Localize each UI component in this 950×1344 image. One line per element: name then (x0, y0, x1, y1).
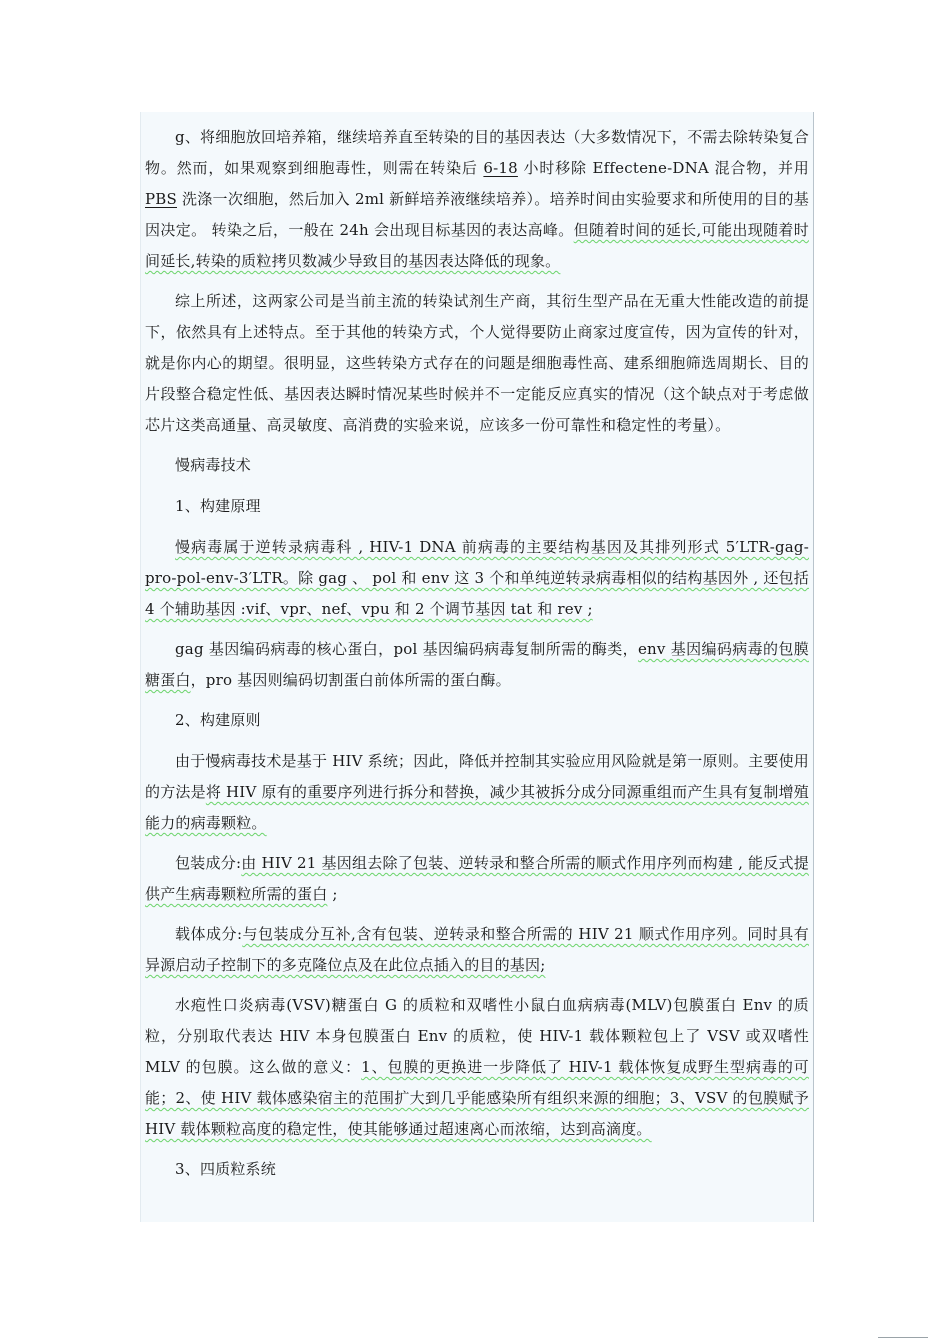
section-heading (145, 1154, 809, 1185)
paragraph (145, 746, 809, 839)
paragraph (145, 990, 809, 1145)
text-run: 2、构建原则 (175, 711, 261, 729)
text-run: 由于慢病毒技术是基于 HIV 系统；因此，降低并控制其实验应用风险就是第一原则。主要使用的方法是 (145, 752, 809, 801)
highlighted-text: 由 HIV 21 基因组去除了包装、逆转录和整合所需的顺式作用序列而构建 , 能反式提供产生病毒颗粒所需的蛋白 (145, 854, 809, 903)
section-heading (145, 450, 809, 481)
underlined-text: 6-18 (483, 159, 518, 177)
highlighted-text: 将 HIV 原有的重要序列进行拆分和替换，减少其被拆分成分同源重组而产生具有复制增殖能力的病毒颗粒。 (145, 783, 809, 832)
text-run: 3、四质粒系统 (175, 1160, 276, 1178)
footer-rule (878, 1337, 928, 1338)
highlighted-text: 但随着时间的延长,可能出现随着时间延长,转染的质粒拷贝数减少导致目的基因表达降低的现象。 (145, 221, 809, 270)
highlighted-text: 与包装成分互补,含有包装、逆转录和整合所需的 HIV 21 顺式作用序列。同时具有异源启动子控制下的多克隆位点及在此位点插入的目的基因; (145, 925, 809, 974)
paragraph (145, 532, 809, 625)
text-run: 综上所述，这两家公司是当前主流的转染试剂生产商，其衍生型产品在无重大性能改造的前提下，依然具有上述特点。至于其他的转染方式，个人觉得要防止商家过度宣传，因为宣传的针对，就是你内心的期望。很明显，这些转染方式存在的问题是细胞毒性高、建系细胞筛选周期长、目的片段整合稳定性低、基因表达瞬时情况某些时候并不一定能反应真实的情况（这个缺点对于考虑做芯片这类高通量、高灵敏度、高消费的实验来说，应该多一份可靠性和稳定性的考量）。 (145, 292, 809, 434)
text-run: ，pro 基因则编码切割蛋白前体所需的蛋白酶。 (190, 671, 511, 689)
section-heading (145, 705, 809, 736)
paragraph (145, 919, 809, 981)
text-run: 水疱性口炎病毒(VSV)糖蛋白 G 的质粒和双嗜性小鼠白血病病毒(MLV)包膜蛋白 Env 的质粒，分别取代表达 HIV 本身包膜蛋白 Env 的质粒，使 HIV-1 载体颗粒包上了 VSV 或双嗜性 MLV 的包膜。这么做的意义： (145, 996, 809, 1076)
text-run: 1、构建原理 (175, 497, 261, 515)
document-page (140, 112, 814, 1222)
paragraph (145, 286, 809, 441)
text-run: ; (327, 885, 338, 903)
text-run: 慢病毒技术 (175, 456, 252, 474)
text-run: 载体成分: (175, 925, 243, 943)
underlined-text: PBS (145, 190, 177, 208)
text-run: 小时移除 Effectene-DNA 混合物，并用 (517, 159, 809, 177)
paragraph (145, 634, 809, 696)
text-run: 洗涤一次细胞，然后加入 2ml 新鲜培养液继续培养）。培养时间由实验要求和所使用的目的基因决定。 转染之后，一般在 24h 会出现目标基因的表达高峰。 (145, 190, 809, 239)
text-run: g、将细胞放回培养箱，继续培养直至转染的目的基因表达（大多数情况下，不需去除转染复合物。然而，如果观察到细胞毒性，则需在转染后 (145, 128, 809, 177)
section-heading (145, 491, 809, 522)
document-content (141, 112, 813, 1185)
highlighted-text: env 基因编码病毒的包膜糖蛋白 (145, 640, 809, 689)
highlighted-text: 慢病毒属于逆转录病毒科 , HIV-1 DNA 前病毒的主要结构基因及其排列形式 5′LTR-gag-pro-pol-env-3′LTR。除 gag 、 pol 和 env 这 3 个和单纯逆转录病毒相似的结构基因外 , 还包括 4 个辅助基因 :vif、vpr、nef、vpu 和 2 个调节基因 tat 和 rev ; (145, 538, 809, 618)
paragraph (145, 848, 809, 910)
text-run: gag 基因编码病毒的核心蛋白，pol 基因编码病毒复制所需的酶类， (175, 640, 638, 658)
text-run: 包装成分: (175, 854, 242, 872)
highlighted-text: 1、包膜的更换进一步降低了 HIV-1 载体恢复成野生型病毒的可能；2、使 HIV 载体感染宿主的范围扩大到几乎能感染所有组织来源的细胞；3、VSV 的包膜赋予 HIV 载体颗粒高度的稳定性，使其能够通过超速离心而浓缩，达到高滴度。 (145, 1058, 809, 1138)
paragraph (145, 122, 809, 277)
